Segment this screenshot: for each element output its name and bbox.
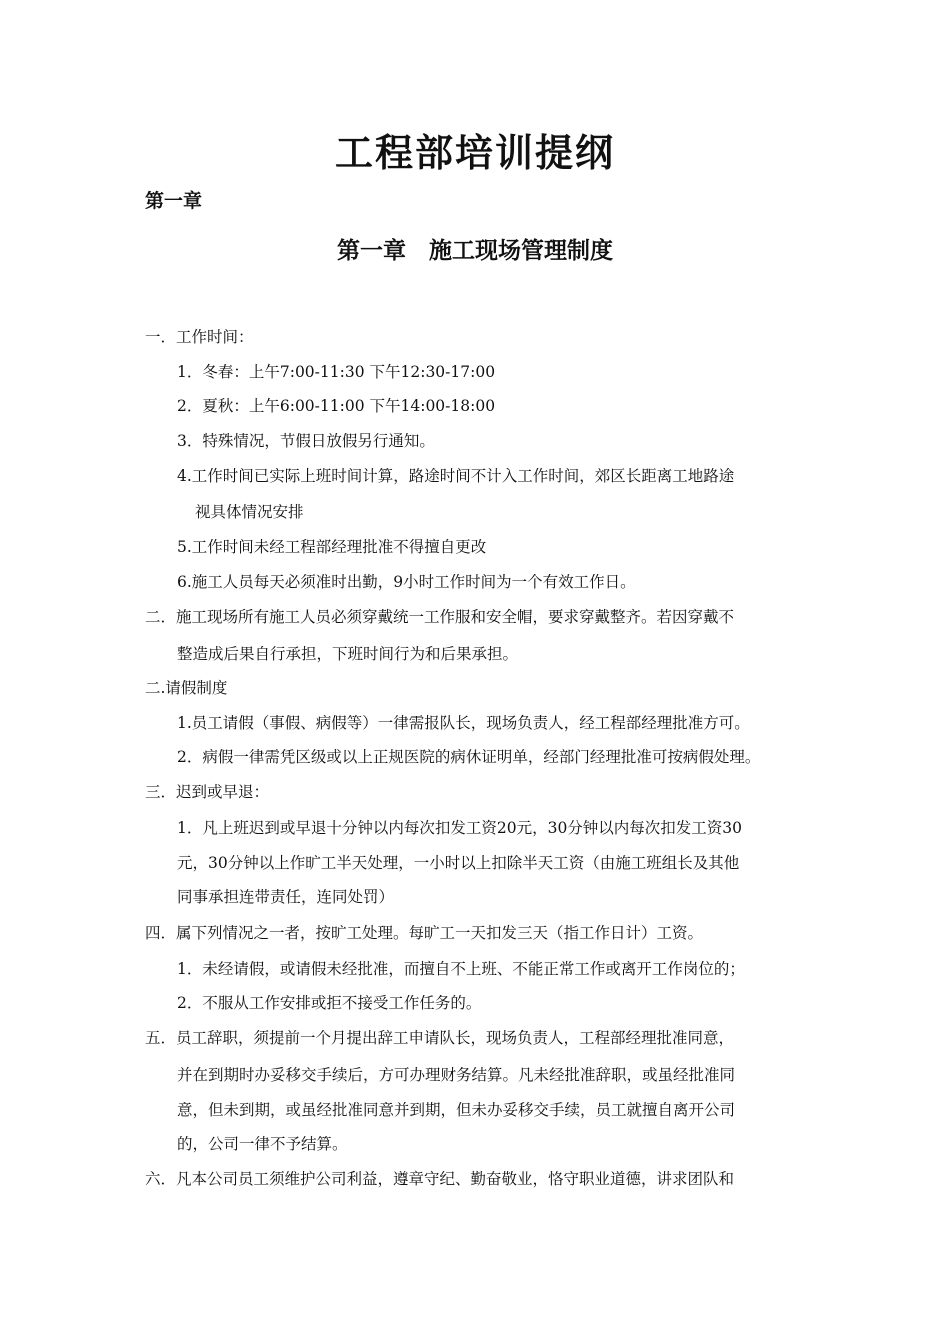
chapter-heading: 第一章 施工现场管理制度: [337, 238, 613, 264]
list-item: 2．夏秋：上午6:00-11:00 下午14:00-18:00: [177, 397, 496, 415]
section-heading-leave: 二.请假制度: [145, 679, 228, 697]
section-heading-absence: 四．属下列情况之一者，按旷工处理。每旷工一天扣发三天（指工作日计）工资。: [145, 924, 704, 942]
list-item: 2．不服从工作安排或拒不接受工作任务的。: [177, 994, 482, 1012]
section-paragraph-continuation: 的，公司一律不予结算。: [177, 1135, 348, 1153]
list-item: 4.工作时间已实际上班时间计算，路途时间不计入工作时间，郊区长距离工地路途: [177, 467, 735, 485]
list-item-continuation: 视具体情况安排: [195, 503, 304, 521]
section-paragraph: 六．凡本公司员工须维护公司利益，遵章守纪、勤奋敬业，恪守职业道德，讲求团队和: [145, 1170, 735, 1188]
list-item: 5.工作时间未经工程部经理批准不得擅自更改: [177, 538, 487, 556]
list-item-continuation: 元，30分钟以上作旷工半天处理，一小时以上扣除半天工资（由施工班组长及其他: [177, 854, 740, 872]
section-paragraph-continuation: 意，但未到期，或虽经批准同意并到期，但未办妥移交手续，员工就擅自离开公司: [177, 1101, 736, 1119]
section-paragraph-continuation: 并在到期时办妥移交手续后，方可办理财务结算。凡未经批准辞职，或虽经批准同: [177, 1066, 736, 1084]
list-item: 3．特殊情况，节假日放假另行通知。: [177, 432, 435, 450]
list-item: 2．病假一律需凭区级或以上正规医院的病休证明单，经部门经理批准可按病假处理。: [177, 748, 761, 766]
section-heading-work-time: 一．工作时间：: [145, 328, 254, 346]
list-item: 1.员工请假（事假、病假等）一律需报队长，现场负责人，经工程部经理批准方可。: [177, 714, 750, 732]
chapter-label: 第一章: [145, 190, 203, 212]
section-heading-late: 三．迟到或早退：: [145, 783, 270, 801]
section-paragraph: 五．员工辞职，须提前一个月提出辞工申请队长，现场负责人，工程部经理批准同意，: [145, 1029, 735, 1047]
list-item: 6.施工人员每天必须准时出勤，9小时工作时间为一个有效工作日。: [177, 573, 636, 591]
list-item: 1．冬春：上午7:00-11:30 下午12:30-17:00: [177, 363, 496, 381]
section-paragraph: 二．施工现场所有施工人员必须穿戴统一工作服和安全帽，要求穿戴整齐。若因穿戴不: [145, 608, 735, 626]
document-title: 工程部培训提纲: [334, 131, 615, 175]
list-item: 1．凡上班迟到或早退十分钟以内每次扣发工资20元，30分钟以内每次扣发工资30: [177, 819, 743, 837]
section-paragraph-continuation: 整造成后果自行承担，下班时间行为和后果承担。: [177, 645, 519, 663]
list-item-continuation: 同事承担连带责任，连同处罚）: [177, 888, 395, 906]
list-item: 1．未经请假，或请假未经批准，而擅自不上班、不能正常工作或离开工作岗位的；: [177, 960, 745, 978]
